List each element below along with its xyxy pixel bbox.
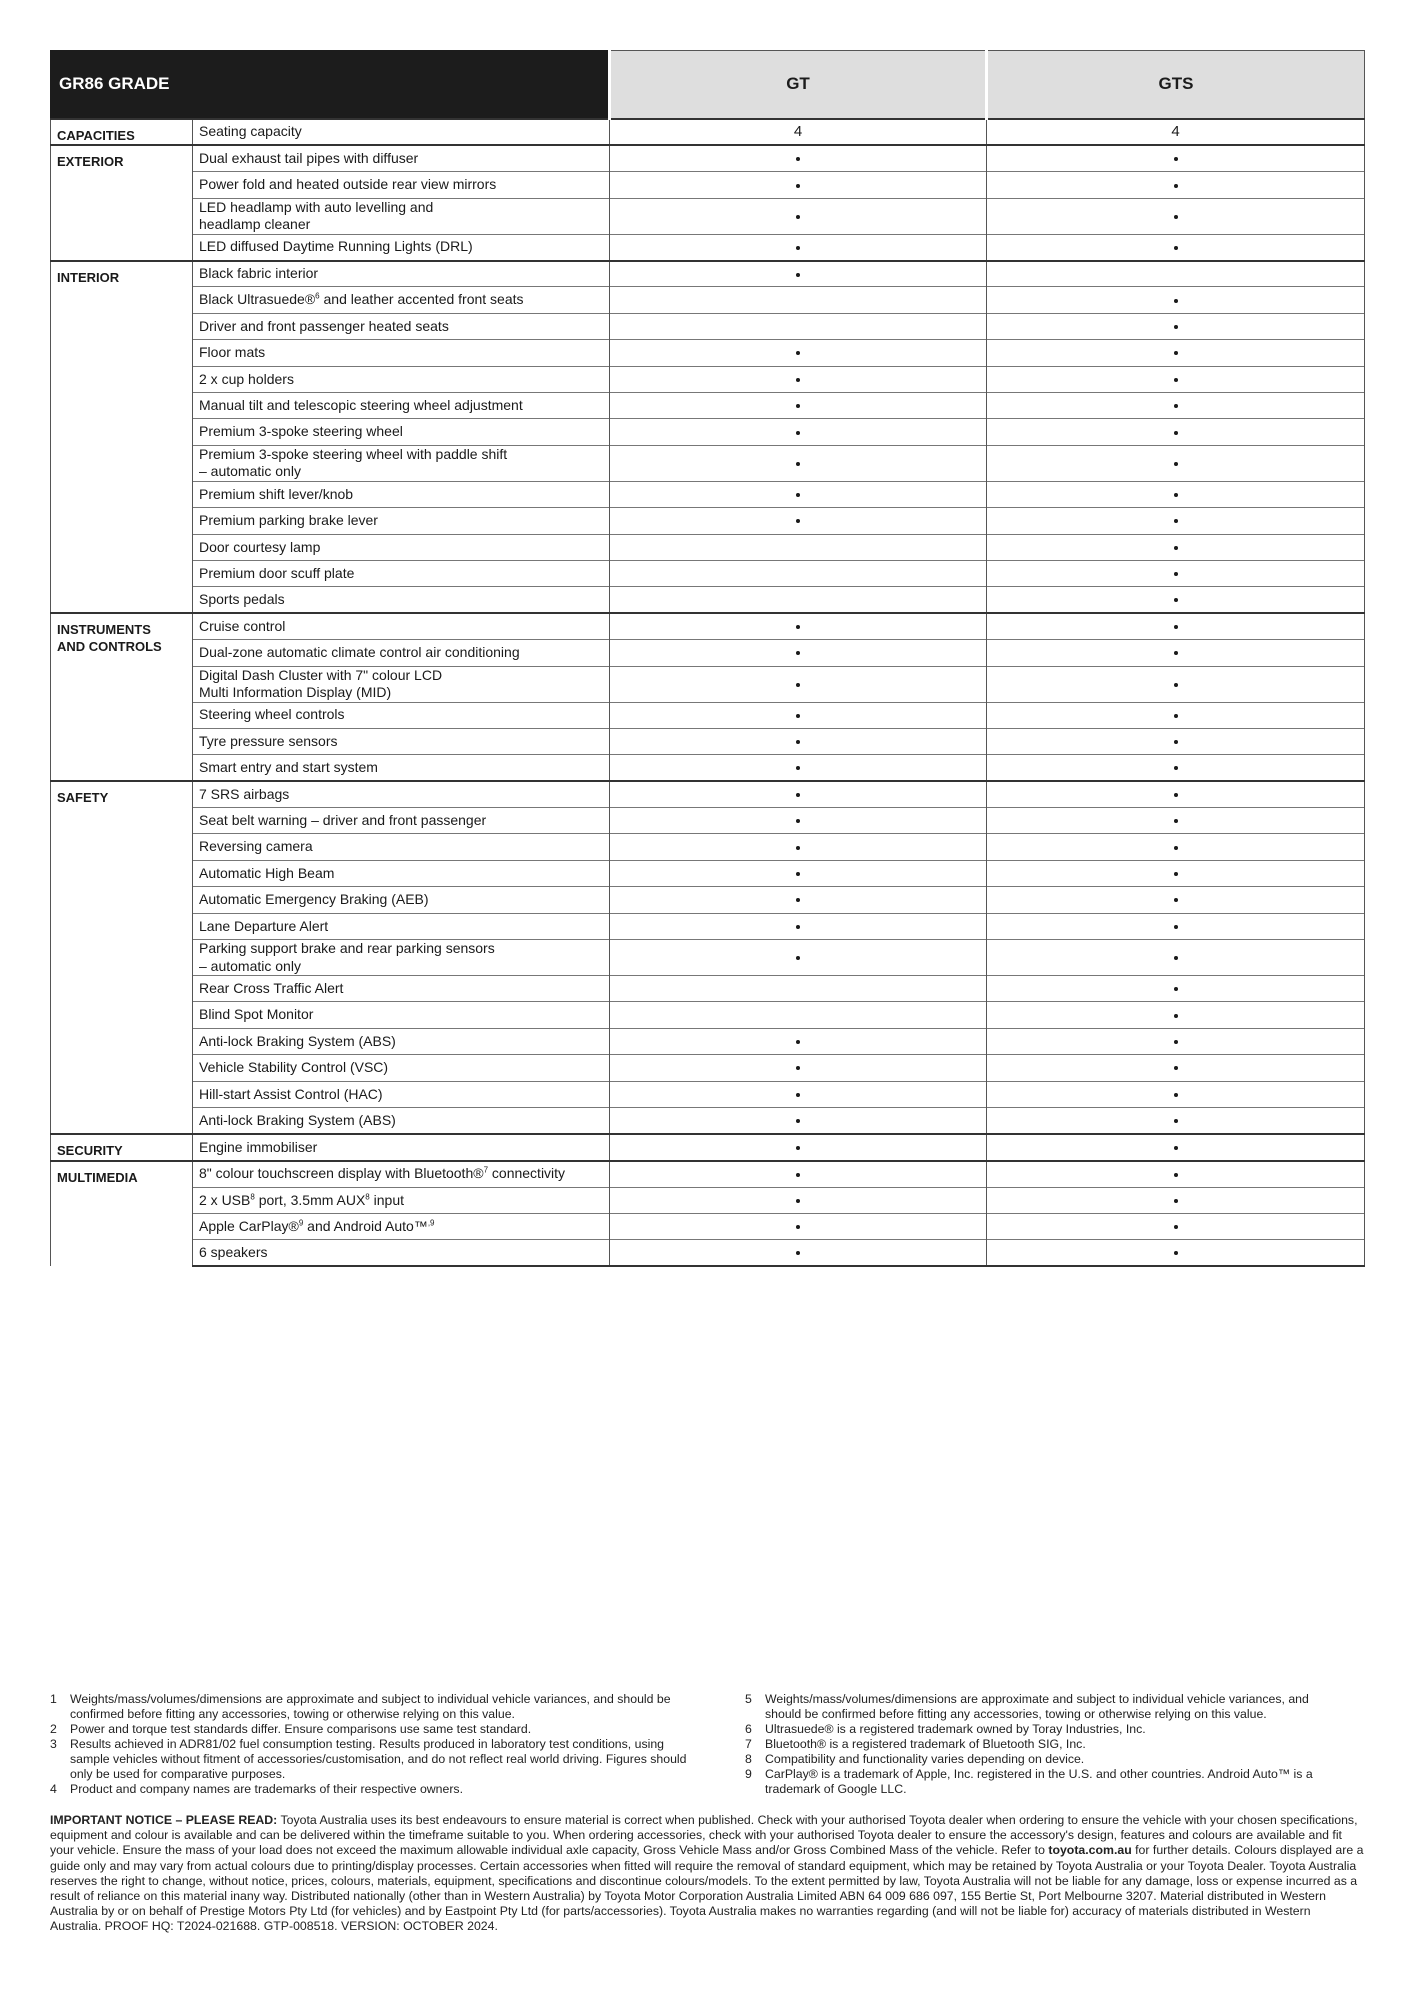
- feature-name: Automatic High Beam: [193, 860, 610, 886]
- included-dot-icon: [1174, 462, 1178, 466]
- feature-name: Digital Dash Cluster with 7" colour LCD Multi Information Display (MID): [193, 666, 610, 702]
- feature-name: Premium parking brake lever: [193, 508, 610, 534]
- table-row: [51, 587, 1365, 613]
- footnote-number: 9: [745, 1767, 752, 1781]
- feature-gt-value: [610, 1240, 987, 1266]
- feature-name: 2 x cup holders: [193, 366, 610, 392]
- notice-link[interactable]: toyota.com.au: [1048, 1843, 1132, 1858]
- feature-gts-value: 4: [987, 119, 1365, 146]
- feature-gts-value: [987, 587, 1365, 613]
- feature-gts-value: [987, 808, 1365, 834]
- included-dot-icon: [796, 184, 800, 188]
- footnote-text: Ultrasuede® is a registered trademark owned by Toray Industries, Inc.: [765, 1722, 1146, 1736]
- included-dot-icon: [796, 378, 800, 382]
- footnote-number: 2: [50, 1722, 57, 1736]
- feature-gt-value: [610, 1108, 987, 1134]
- section-label-0: CAPACITIES: [51, 119, 193, 146]
- included-dot-icon: [796, 683, 800, 687]
- important-notice: [50, 1813, 1364, 1935]
- feature-name: Seat belt warning – driver and front passenger: [193, 808, 610, 834]
- feature-name: Premium 3-spoke steering wheel with paddle shift – automatic only: [193, 445, 610, 481]
- table-row: [51, 808, 1365, 834]
- feature-name: Driver and front passenger heated seats: [193, 313, 610, 339]
- feature-name: Parking support brake and rear parking sensors – automatic only: [193, 940, 610, 976]
- feature-gt-value: [610, 940, 987, 976]
- feature-gt-value: [610, 172, 987, 198]
- table-row: [51, 1240, 1365, 1266]
- table-row: [51, 445, 1365, 481]
- section-label-6: MULTIMEDIA: [51, 1161, 193, 1267]
- table-row: [51, 508, 1365, 534]
- included-dot-icon: [796, 898, 800, 902]
- feature-gts-value: [987, 234, 1365, 260]
- feature-gts-value: [987, 481, 1365, 507]
- table-row: [51, 781, 1365, 807]
- included-dot-icon: [796, 493, 800, 497]
- feature-gts-value: [987, 445, 1365, 481]
- feature-name: Lane Departure Alert: [193, 913, 610, 939]
- footnote-item: [50, 1737, 689, 1782]
- table-row: [51, 1108, 1365, 1134]
- feature-gts-value: [987, 508, 1365, 534]
- footnote-number: 7: [745, 1737, 752, 1751]
- included-dot-icon: [796, 351, 800, 355]
- feature-gt-value: [610, 393, 987, 419]
- footnote-text: Product and company names are trademarks of their respective owners.: [70, 1782, 464, 1796]
- included-dot-icon: [1174, 1173, 1178, 1177]
- feature-gt-value: [610, 313, 987, 339]
- table-row: [51, 834, 1365, 860]
- feature-name: 8" colour touchscreen display with Bluetooth®$^7$ connectivity: [193, 1161, 610, 1187]
- feature-gts-value: [987, 1028, 1365, 1054]
- included-dot-icon: [1174, 1119, 1178, 1123]
- included-dot-icon: [1174, 683, 1178, 687]
- feature-name: Premium door scuff plate: [193, 560, 610, 586]
- grade-gts-header: GTS: [987, 51, 1365, 119]
- feature-gt-value: [610, 287, 987, 313]
- table-row: [51, 287, 1365, 313]
- feature-gt-value: [610, 1134, 987, 1161]
- included-dot-icon: [1174, 215, 1178, 219]
- feature-name: 2 x USB$^8$ port, 3.5mm AUX$^8$ input: [193, 1187, 610, 1213]
- footnote-number: 6: [745, 1722, 752, 1736]
- feature-name: Anti-lock Braking System (ABS): [193, 1028, 610, 1054]
- included-dot-icon: [1174, 819, 1178, 823]
- table-row: [51, 560, 1365, 586]
- included-dot-icon: [796, 246, 800, 250]
- included-dot-icon: [1174, 157, 1178, 161]
- feature-gt-value: [610, 1055, 987, 1081]
- section-label-5: SECURITY: [51, 1134, 193, 1161]
- included-dot-icon: [1174, 714, 1178, 718]
- included-dot-icon: [1174, 925, 1178, 929]
- footnote-item: [745, 1752, 1346, 1767]
- feature-gt-value: [610, 1081, 987, 1107]
- feature-gts-value: [987, 666, 1365, 702]
- included-dot-icon: [796, 404, 800, 408]
- feature-gt-value: [610, 913, 987, 939]
- notice-text-2: for further details. Colours displayed are a guide only and may vary from actual colours due to printing/display processes. Certain accessories when fitted will require the removal of standard equipment, which may be retained by Toyota Australia or your Toyota Dealer. Toyota Australia reserves the right to change, without notice, prices, colours, materials, equipment, specifications and discontinue colours/models. To the extent permitted by law, Toyota Australia will not be liable for any damage, loss or expense incurred as a result of reliance on this material inany way. Distributed nationally (other than in Western Australia) by Toyota Motor Corporation Australia Limited ABN 64 009 686 097, 155 Bertie St, Port Melbourne 3207. Material distributed in Western Australia by or on behalf of Prestige Motors Pty Ltd (for vehicles) and by Eastpoint Pty Ltd (for parts/accessories). Toyota Australia makes no warranties regarding (and will not be liable for) accuracy of materials distributed in Western Australia. PROOF HQ: T2024-021688. GTP-008518. VERSION: OCTOBER 2024.: [50, 1843, 1364, 1934]
- included-dot-icon: [1174, 598, 1178, 602]
- included-dot-icon: [1174, 572, 1178, 576]
- feature-gts-value: [987, 313, 1365, 339]
- feature-gts-value: [987, 1108, 1365, 1134]
- footnotes-right: [707, 1692, 1364, 1797]
- table-row: [51, 887, 1365, 913]
- feature-gts-value: [987, 755, 1365, 781]
- included-dot-icon: [1174, 1199, 1178, 1203]
- footnote-text: Compatibility and functionality varies depending on device.: [765, 1752, 1085, 1766]
- feature-gt-value: [610, 1214, 987, 1240]
- footnote-text: Power and torque test standards differ. Ensure comparisons use same test standard.: [70, 1722, 532, 1736]
- feature-name: Dual exhaust tail pipes with diffuser: [193, 145, 610, 171]
- feature-gt-value: [610, 261, 987, 287]
- feature-gts-value: [987, 1187, 1365, 1213]
- included-dot-icon: [796, 956, 800, 960]
- feature-name: Premium shift lever/knob: [193, 481, 610, 507]
- grade-header: GR86 GRADE: [51, 51, 610, 119]
- feature-gts-value: [987, 560, 1365, 586]
- feature-gt-value: [610, 1028, 987, 1054]
- feature-gt-value: [610, 1002, 987, 1028]
- feature-gts-value: [987, 1055, 1365, 1081]
- included-dot-icon: [1174, 519, 1178, 523]
- notice-label: IMPORTANT NOTICE – PLEASE READ:: [50, 1813, 278, 1827]
- feature-gt-value: [610, 976, 987, 1002]
- feature-name: 6 speakers: [193, 1240, 610, 1266]
- feature-name: Seating capacity: [193, 119, 610, 146]
- feature-name: Manual tilt and telescopic steering wheel adjustment: [193, 393, 610, 419]
- table-row: [51, 1028, 1365, 1054]
- feature-gts-value: [987, 640, 1365, 666]
- included-dot-icon: [1174, 740, 1178, 744]
- included-dot-icon: [1174, 1251, 1178, 1255]
- included-dot-icon: [796, 215, 800, 219]
- feature-name: Engine immobiliser: [193, 1134, 610, 1161]
- feature-gt-value: [610, 234, 987, 260]
- table-row: [51, 172, 1365, 198]
- table-row: [51, 340, 1365, 366]
- included-dot-icon: [1174, 431, 1178, 435]
- feature-gts-value: [987, 1161, 1365, 1187]
- table-row: [51, 728, 1365, 754]
- footnote-item: [745, 1737, 1346, 1752]
- feature-gt-value: [610, 366, 987, 392]
- spec-table: [50, 50, 1365, 1267]
- feature-name: Hill-start Assist Control (HAC): [193, 1081, 610, 1107]
- feature-gt-value: [610, 198, 987, 234]
- feature-gts-value: [987, 340, 1365, 366]
- footnote-text: Results achieved in ADR81/02 fuel consumption testing. Results produced in laboratory test conditions, using sample vehicles without fitment of accessories/customisation, and do not reflect real world driving. Figures should only be used for comparative purposes.: [70, 1737, 687, 1781]
- included-dot-icon: [1174, 651, 1178, 655]
- table-row: [51, 1134, 1365, 1161]
- feature-gts-value: [987, 534, 1365, 560]
- footnote-number: 8: [745, 1752, 752, 1766]
- feature-name: LED headlamp with auto levelling and headlamp cleaner: [193, 198, 610, 234]
- feature-gts-value: [987, 913, 1365, 939]
- table-header-row: [51, 51, 1365, 119]
- included-dot-icon: [1174, 1066, 1178, 1070]
- footnote-text: Weights/mass/volumes/dimensions are approximate and subject to individual vehicle variances, and should be confirmed before fitting any accessories, towing or otherwise relying on this value.: [70, 1692, 671, 1721]
- feature-gt-value: [610, 560, 987, 586]
- included-dot-icon: [796, 1040, 800, 1044]
- notice-text-1: Toyota Australia uses its best endeavours to ensure material is correct when published. Check with your authorised Toyota dealer when ordering to ensure the vehicle with your chosen specifications, equipment and colour is available and can be delivered within the timeframe suitable to you. When ordering accessories, check with your authorised Toyota dealer to ensure the accessory's design, features and colours are available and fit your vehicle. Ensure the mass of your load does not exceed the maximum allowable individual axle capacity, Gross Vehicle Mass and/or Gross Combined Mass of the vehicle. Refer to: [50, 1813, 1358, 1858]
- footnote-text: CarPlay® is a trademark of Apple, Inc. registered in the U.S. and other countries. Android Auto™ is a trademark of Google LLC.: [765, 1767, 1313, 1796]
- included-dot-icon: [796, 740, 800, 744]
- feature-name: Rear Cross Traffic Alert: [193, 976, 610, 1002]
- included-dot-icon: [1174, 246, 1178, 250]
- included-dot-icon: [796, 651, 800, 655]
- feature-gt-value: [610, 640, 987, 666]
- feature-gts-value: [987, 419, 1365, 445]
- feature-name: 7 SRS airbags: [193, 781, 610, 807]
- feature-gt-value: [610, 808, 987, 834]
- feature-name: Steering wheel controls: [193, 702, 610, 728]
- feature-gt-value: [610, 834, 987, 860]
- feature-name: Vehicle Stability Control (VSC): [193, 1055, 610, 1081]
- feature-gt-value: [610, 1161, 987, 1187]
- footnote-number: 3: [50, 1737, 57, 1751]
- included-dot-icon: [1174, 325, 1178, 329]
- feature-gt-value: [610, 781, 987, 807]
- included-dot-icon: [796, 273, 800, 277]
- feature-gt-value: [610, 860, 987, 886]
- feature-gts-value: [987, 834, 1365, 860]
- footnote-text: Bluetooth® is a registered trademark of Bluetooth SIG, Inc.: [765, 1737, 1086, 1751]
- feature-gts-value: [987, 393, 1365, 419]
- included-dot-icon: [1174, 299, 1178, 303]
- table-row: [51, 913, 1365, 939]
- section-label-4: SAFETY: [51, 781, 193, 1134]
- feature-name: Power fold and heated outside rear view mirrors: [193, 172, 610, 198]
- table-row: [51, 234, 1365, 260]
- feature-name: LED diffused Daytime Running Lights (DRL): [193, 234, 610, 260]
- feature-gts-value: [987, 198, 1365, 234]
- feature-name: Premium 3-spoke steering wheel: [193, 419, 610, 445]
- table-row: [51, 1081, 1365, 1107]
- feature-gt-value: [610, 445, 987, 481]
- feature-gts-value: [987, 1240, 1365, 1266]
- included-dot-icon: [1174, 1040, 1178, 1044]
- included-dot-icon: [1174, 872, 1178, 876]
- included-dot-icon: [1174, 378, 1178, 382]
- feature-gts-value: [987, 976, 1365, 1002]
- feature-gts-value: [987, 860, 1365, 886]
- included-dot-icon: [796, 519, 800, 523]
- table-row: [51, 755, 1365, 781]
- included-dot-icon: [796, 157, 800, 161]
- feature-gt-value: [610, 481, 987, 507]
- included-dot-icon: [796, 1146, 800, 1150]
- table-row: [51, 261, 1365, 287]
- footnote-number: 5: [745, 1692, 752, 1706]
- feature-gts-value: [987, 287, 1365, 313]
- feature-gts-value: [987, 613, 1365, 639]
- feature-name: Apple CarPlay®$^9$ and Android Auto™$^{,9}$: [193, 1214, 610, 1240]
- included-dot-icon: [1174, 987, 1178, 991]
- feature-gt-value: [610, 145, 987, 171]
- feature-name: Reversing camera: [193, 834, 610, 860]
- feature-name: Tyre pressure sensors: [193, 728, 610, 754]
- feature-gts-value: [987, 887, 1365, 913]
- included-dot-icon: [796, 1251, 800, 1255]
- included-dot-icon: [1174, 1146, 1178, 1150]
- section-label-3: INSTRUMENTS AND CONTROLS: [51, 613, 193, 781]
- included-dot-icon: [796, 925, 800, 929]
- feature-gts-value: [987, 366, 1365, 392]
- feature-gt-value: [610, 508, 987, 534]
- feature-gts-value: [987, 728, 1365, 754]
- included-dot-icon: [1174, 546, 1178, 550]
- table-row: [51, 145, 1365, 171]
- spec-body: [51, 119, 1365, 1267]
- grade-gt-header: GT: [610, 51, 987, 119]
- footnote-item: [745, 1692, 1346, 1722]
- feature-name: Sports pedals: [193, 587, 610, 613]
- feature-gts-value: [987, 1081, 1365, 1107]
- footnote-item: [745, 1767, 1346, 1797]
- included-dot-icon: [796, 1199, 800, 1203]
- included-dot-icon: [796, 462, 800, 466]
- feature-gts-value: [987, 145, 1365, 171]
- included-dot-icon: [1174, 625, 1178, 629]
- table-row: [51, 419, 1365, 445]
- feature-gt-value: [610, 587, 987, 613]
- feature-gt-value: [610, 666, 987, 702]
- table-row: [51, 1002, 1365, 1028]
- footnote-item: [50, 1692, 689, 1722]
- included-dot-icon: [796, 1066, 800, 1070]
- included-dot-icon: [1174, 404, 1178, 408]
- included-dot-icon: [1174, 1014, 1178, 1018]
- included-dot-icon: [796, 1173, 800, 1177]
- feature-gt-value: [610, 1187, 987, 1213]
- footnotes: [50, 1692, 1364, 1797]
- included-dot-icon: [1174, 956, 1178, 960]
- included-dot-icon: [1174, 184, 1178, 188]
- table-row: [51, 534, 1365, 560]
- feature-name: Blind Spot Monitor: [193, 1002, 610, 1028]
- footnote-number: 1: [50, 1692, 57, 1706]
- feature-gts-value: [987, 781, 1365, 807]
- table-row: [51, 119, 1365, 146]
- table-row: [51, 1055, 1365, 1081]
- feature-name: Smart entry and start system: [193, 755, 610, 781]
- footnote-text: Weights/mass/volumes/dimensions are approximate and subject to individual vehicle variances, and should be confirmed before fitting any accessories, towing or otherwise relying on this value.: [765, 1692, 1309, 1721]
- table-row: [51, 860, 1365, 886]
- feature-gts-value: [987, 172, 1365, 198]
- table-row: [51, 393, 1365, 419]
- included-dot-icon: [1174, 351, 1178, 355]
- feature-name: Floor mats: [193, 340, 610, 366]
- included-dot-icon: [1174, 1093, 1178, 1097]
- table-row: [51, 366, 1365, 392]
- included-dot-icon: [796, 819, 800, 823]
- feature-gts-value: [987, 1002, 1365, 1028]
- included-dot-icon: [1174, 846, 1178, 850]
- included-dot-icon: [1174, 793, 1178, 797]
- feature-gt-value: [610, 887, 987, 913]
- feature-name: Black fabric interior: [193, 261, 610, 287]
- included-dot-icon: [796, 766, 800, 770]
- feature-gts-value: [987, 1214, 1365, 1240]
- footnote-item: [50, 1782, 689, 1797]
- feature-gt-value: [610, 419, 987, 445]
- included-dot-icon: [1174, 766, 1178, 770]
- feature-name: Door courtesy lamp: [193, 534, 610, 560]
- feature-gts-value: [987, 940, 1365, 976]
- feature-name: Automatic Emergency Braking (AEB): [193, 887, 610, 913]
- footnotes-left: [50, 1692, 707, 1797]
- table-row: [51, 1161, 1365, 1187]
- table-row: [51, 976, 1365, 1002]
- feature-name: Cruise control: [193, 613, 610, 639]
- feature-gts-value: [987, 1134, 1365, 1161]
- included-dot-icon: [796, 714, 800, 718]
- feature-gt-value: 4: [610, 119, 987, 146]
- feature-name: Black Ultrasuede®$^6$ and leather accented front seats: [193, 287, 610, 313]
- table-row: [51, 702, 1365, 728]
- feature-gt-value: [610, 534, 987, 560]
- included-dot-icon: [796, 431, 800, 435]
- included-dot-icon: [796, 872, 800, 876]
- footnote-item: [745, 1722, 1346, 1737]
- table-row: [51, 940, 1365, 976]
- table-row: [51, 481, 1365, 507]
- feature-gt-value: [610, 755, 987, 781]
- section-label-2: INTERIOR: [51, 261, 193, 614]
- feature-gt-value: [610, 340, 987, 366]
- included-dot-icon: [796, 846, 800, 850]
- table-row: [51, 198, 1365, 234]
- table-row: [51, 313, 1365, 339]
- feature-gt-value: [610, 702, 987, 728]
- table-row: [51, 613, 1365, 639]
- included-dot-icon: [796, 1093, 800, 1097]
- section-label-1: EXTERIOR: [51, 145, 193, 260]
- feature-gt-value: [610, 613, 987, 639]
- included-dot-icon: [796, 793, 800, 797]
- footnote-item: [50, 1722, 689, 1737]
- included-dot-icon: [796, 1225, 800, 1229]
- feature-name: Anti-lock Braking System (ABS): [193, 1108, 610, 1134]
- included-dot-icon: [1174, 898, 1178, 902]
- table-row: [51, 1214, 1365, 1240]
- feature-gts-value: [987, 702, 1365, 728]
- included-dot-icon: [1174, 493, 1178, 497]
- included-dot-icon: [1174, 1225, 1178, 1229]
- table-row: [51, 1187, 1365, 1213]
- included-dot-icon: [796, 1119, 800, 1123]
- feature-name: Dual-zone automatic climate control air conditioning: [193, 640, 610, 666]
- table-row: [51, 640, 1365, 666]
- included-dot-icon: [796, 625, 800, 629]
- feature-gt-value: [610, 728, 987, 754]
- feature-gts-value: [987, 261, 1365, 287]
- table-row: [51, 666, 1365, 702]
- footnote-number: 4: [50, 1782, 57, 1796]
